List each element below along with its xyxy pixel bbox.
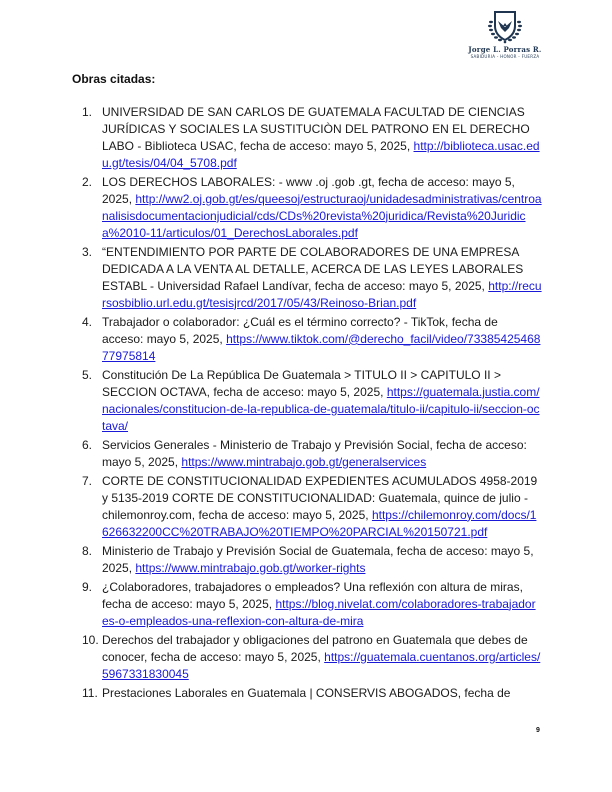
- reference-link[interactable]: https://guatemala.cuentanos.org/articles/5967331830045: [102, 649, 541, 681]
- reference-item: [72, 632, 542, 683]
- reference-text: “ENTENDIMIENTO POR PARTE DE COLABORADORES DE UNA EMPRESA DEDICADA A LA VENTA AL DETALLE, ACERCA DE LAS LEYES LABORALES ESTABL - Universidad Rafael Landívar, fecha de acceso: mayo 5, 2025,: [102, 244, 524, 293]
- reference-text: UNIVERSIDAD DE SAN CARLOS DE GUATEMALA FACULTAD DE CIENCIAS JURÍDICAS Y SOCIALES LA SUSTITUCIÒN DEL PATRONO EN EL DERECHO LABO - Biblioteca USAC, fecha de acceso: mayo 5, 2025,: [102, 105, 530, 153]
- reference-text: CORTE DE CONSTITUCIONALIDAD EXPEDIENTES ACUMULADOS 4958-2019 y 5135-2019 CORTE DE CONSTITUCIONALIDAD: Guatemala, quince de julio - chilemonroy.com, fecha de acceso: mayo 5, 2025,: [102, 473, 538, 522]
- reference-item: [72, 579, 542, 630]
- reference-item: [72, 174, 542, 242]
- reference-text: Derechos del trabajador y obligaciones del patrono en Guatemala que debes de conocer, fecha de acceso: mayo 5, 2025,: [102, 632, 528, 664]
- page-number: 9: [536, 727, 540, 734]
- reference-number: 1.: [82, 105, 93, 119]
- reference-link[interactable]: https://www.mintrabajo.gob.gt/generalservices: [181, 454, 427, 469]
- reference-item: [72, 244, 542, 312]
- reference-text: LOS DERECHOS LABORALES: - www .oj .gob .gt, fecha de acceso: mayo 5, 2025,: [102, 174, 515, 206]
- reference-item: [72, 543, 542, 577]
- reference-link[interactable]: https://www.tiktok.com/@derecho_facil/video/7338542546877975814: [102, 331, 541, 363]
- works-cited-heading: Obras citadas:: [72, 72, 156, 86]
- reference-number: 5.: [82, 367, 93, 382]
- reference-link[interactable]: https://www.mintrabajo.gob.gt/worker-rights: [135, 560, 366, 575]
- reference-item: [72, 367, 542, 435]
- reference-text: Ministerio de Trabajo y Previsión Social de Guatemala, fecha de acceso: mayo 5, 2025,: [102, 543, 534, 575]
- reference-number: 11.: [82, 685, 98, 700]
- reference-number: 2.: [82, 174, 93, 189]
- reference-link[interactable]: http://recursosbiblio.url.edu.gt/tesisjrcd/2017/05/43/Reinoso-Brian.pdf: [102, 278, 542, 310]
- logo-motto: SABIDURIA - HONOR - FUERZA: [470, 54, 540, 59]
- reference-number: 9.: [82, 579, 93, 594]
- reference-item: [72, 104, 542, 172]
- reference-link[interactable]: https://chilemonroy.com/docs/1626632200CC%20TRABAJO%20TIEMPO%20PARCIAL%20150721.pdf: [102, 507, 537, 539]
- reference-text: Servicios Generales - Ministerio de Trabajo y Previsión Social, fecha de acceso: mayo 5, 2025,: [102, 437, 527, 469]
- reference-link[interactable]: https://guatemala.justia.com/nacionales/constitucion-de-la-republica-de-guatemala/titulo-ii/capitulo-ii/seccion-octava/: [102, 384, 540, 433]
- reference-number: 3.: [82, 244, 93, 259]
- reference-link[interactable]: http://ww2.oj.gob.gt/es/queesoj/estructuraoj/unidadesadministrativas/centroanalisisdocumentacionjudicial/cds/CDs%20revista%20juridica/Revista%20Juridica%2010-11/articulos/01_DerechosLaborales.pdf: [102, 191, 542, 240]
- reference-number: 6.: [82, 437, 93, 452]
- reference-item: [72, 473, 542, 541]
- reference-text: Trabajador o colaborador: ¿Cuál es el término correcto? - TikTok, fecha de acceso: mayo 5, 2025,: [102, 314, 498, 346]
- reference-number: 4.: [82, 314, 93, 329]
- reference-link[interactable]: http://biblioteca.usac.edu.gt/tesis/04/04_5708.pdf: [102, 138, 540, 170]
- reference-item: [72, 314, 542, 365]
- header-logo: [460, 10, 550, 68]
- references-list: [72, 104, 542, 704]
- eagle-shield-laurel-icon: [485, 10, 525, 44]
- reference-link[interactable]: https://blog.nivelat.com/colaboradores-trabajadores-o-empleados-una-reflexion-con-altura-de-mira: [102, 596, 536, 628]
- reference-item: [72, 685, 542, 702]
- reference-text: ¿Colaboradores, trabajadores o empleados? Una reflexión con altura de miras, fecha de acceso: mayo 5, 2025,: [102, 579, 523, 611]
- reference-text: Constitución De La República De Guatemala > TITULO II > CAPITULO II > SECCION OCTAVA, fecha de acceso: mayo 5, 2025,: [102, 367, 501, 399]
- reference-number: 7.: [82, 473, 93, 488]
- reference-item: [72, 437, 542, 471]
- reference-text: Prestaciones Laborales en Guatemala | CONSERVIS ABOGADOS, fecha de: [102, 685, 511, 700]
- logo-name: Jorge L. Porras R.: [468, 45, 542, 54]
- reference-number: 8.: [82, 543, 93, 558]
- reference-number: 10.: [82, 632, 99, 647]
